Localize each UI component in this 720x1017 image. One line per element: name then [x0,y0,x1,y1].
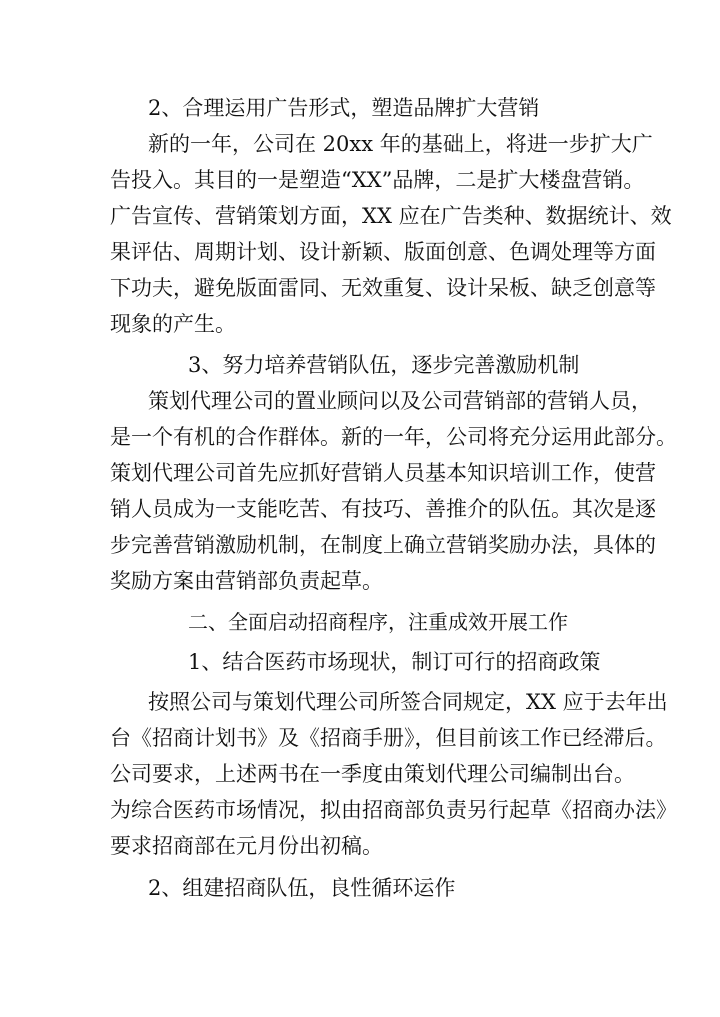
paragraph-line: 奖励方案由营销部负责起草。 [110,569,383,593]
paragraph-line: 步完善营销激励机制，在制度上确立营销奖励办法，具体的 [110,533,656,557]
paragraph-line: 果评估、周期计划、设计新颖、版面创意、色调处理等方面 [110,240,656,264]
paragraph-line: 按照公司与策划代理公司所签合同规定，XX 应于去年出 [148,690,668,714]
paragraph-line: 公司要求，上述两书在一季度由策划代理公司编制出台。 [110,762,635,786]
subheading-investment-policy: 1、结合医药市场现状，制订可行的招商政策 [188,650,601,674]
paragraph-line: 为综合医药市场情况，拟由招商部负责另行起草《招商办法》 [110,798,677,822]
paragraph-line: 下功夫，避免版面雷同、无效重复、设计呆板、缺乏创意等 [110,276,656,300]
section-heading-investment: 二、全面启动招商程序，注重成效开展工作 [188,610,568,634]
paragraph-line: 广告宣传、营销策划方面，XX 应在广告类种、数据统计、效 [110,204,672,228]
subheading-advertising: 2、合理运用广告形式，塑造品牌扩大营销 [148,96,540,120]
paragraph-line: 策划代理公司的置业顾问以及公司营销部的营销人员， [148,389,652,413]
paragraph-line: 销人员成为一支能吃苦、有技巧、善推介的队伍。其次是逐 [110,497,656,521]
paragraph-line: 台《招商计划书》及《招商手册》，但目前该工作已经滞后。 [110,726,667,750]
subheading-investment-team: 2、组建招商队伍，良性循环运作 [148,876,456,900]
paragraph-line: 新的一年，公司在 20xx 年的基础上，将进一步扩大广 [148,132,653,156]
paragraph-line: 告投入。其目的一是塑造“XX”品牌，二是扩大楼盘营销。 [110,168,645,192]
subheading-sales-team: 3、努力培养营销队伍，逐步完善激励机制 [188,353,580,377]
paragraph-line: 是一个有机的合作群体。新的一年，公司将充分运用此部分。 [110,425,677,449]
paragraph-line: 现象的产生。 [110,312,236,336]
paragraph-line: 策划代理公司首先应抓好营销人员基本知识培训工作，使营 [110,461,656,485]
paragraph-line: 要求招商部在元月份出初稿。 [110,834,383,858]
